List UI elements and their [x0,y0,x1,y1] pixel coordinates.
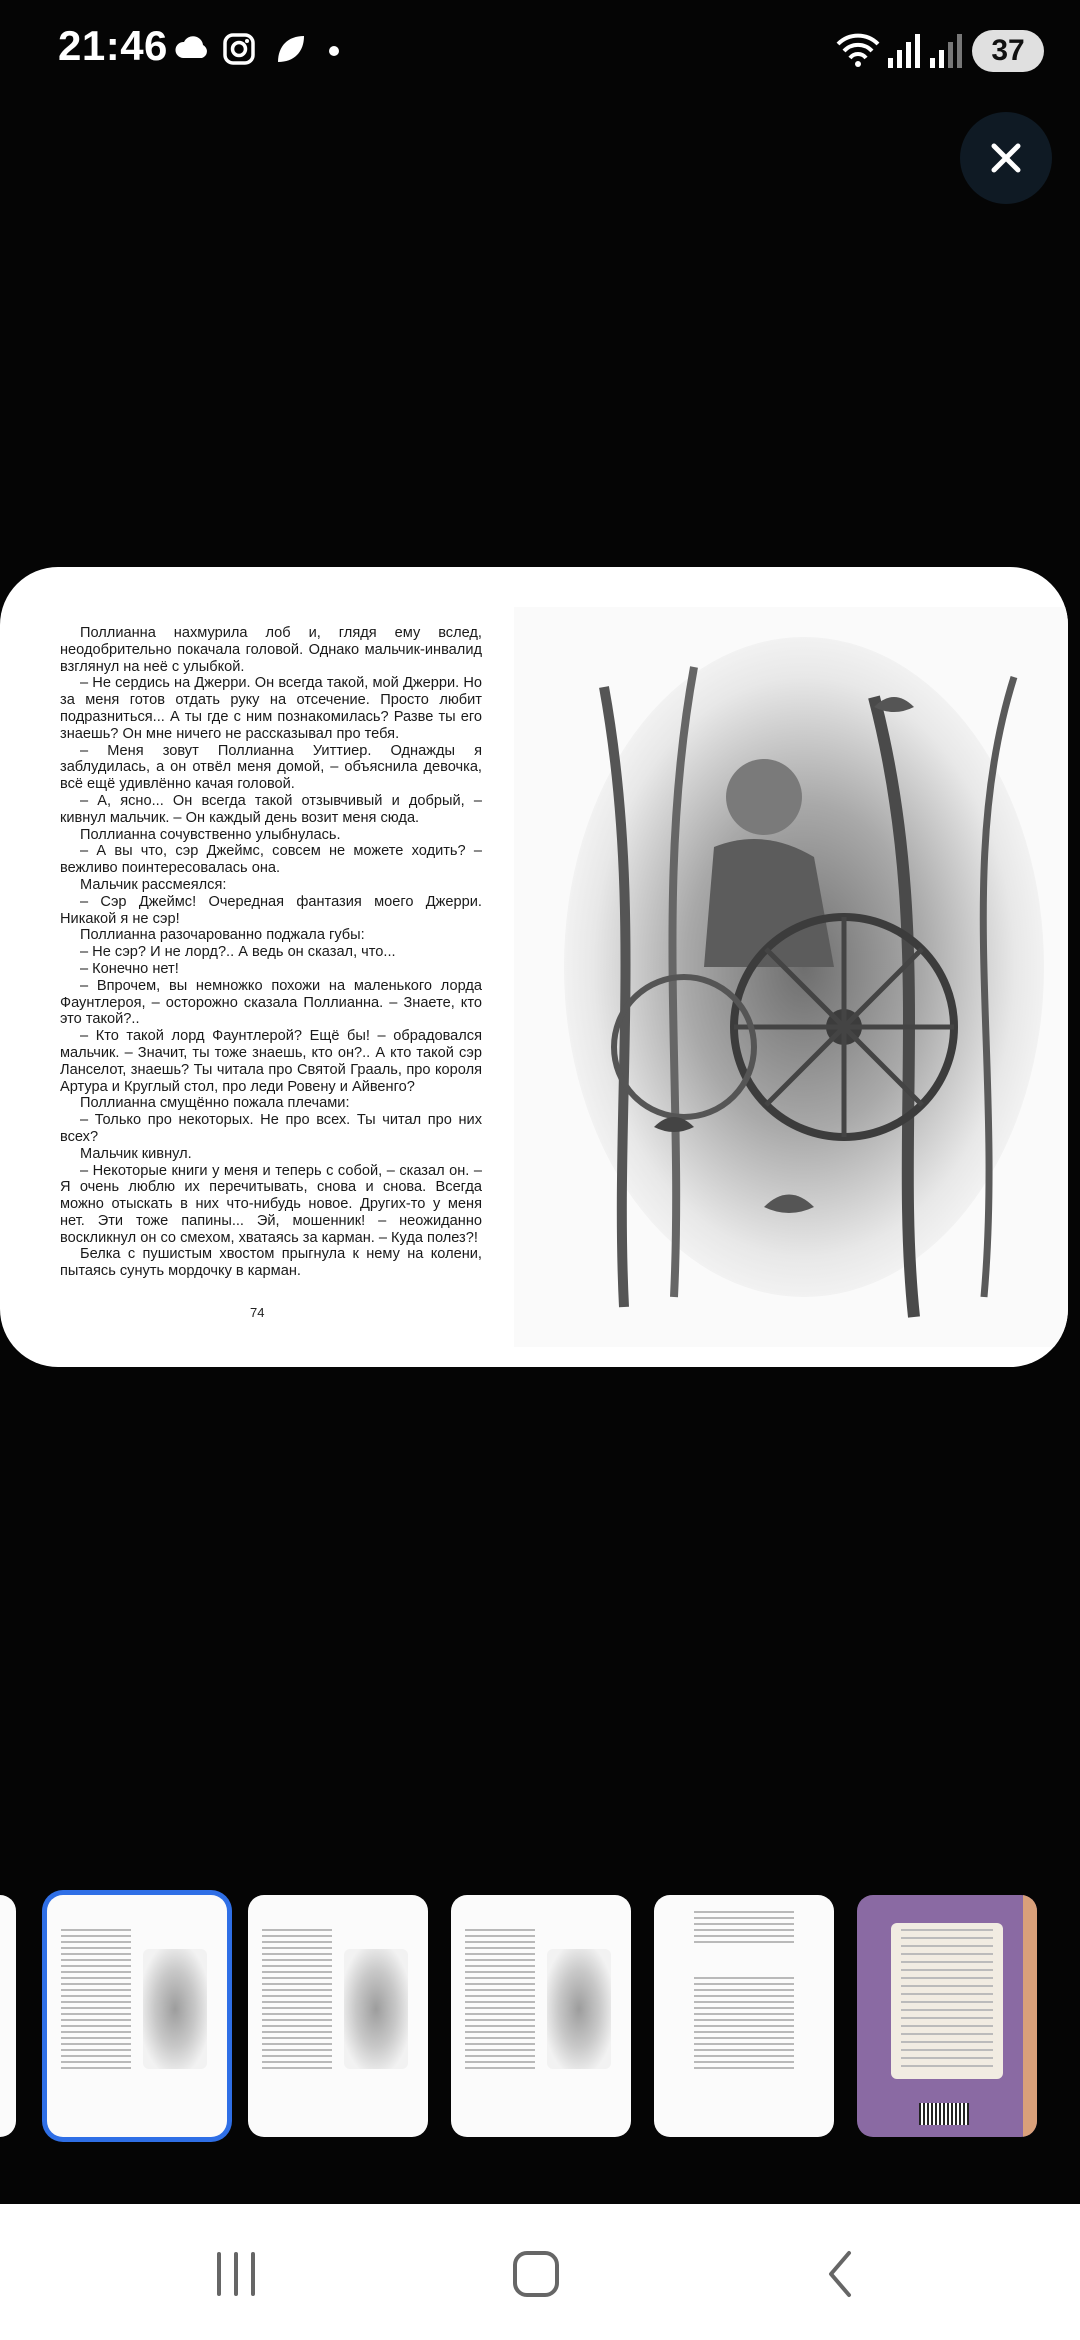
paragraph: Поллианна разочарованно поджала губы: [80,927,365,944]
status-time: 21:46 [58,22,168,69]
paragraph: – А вы что, сэр Джеймс, совсем не можете ходить? – вежливо поинтересовалась она. [60,843,482,877]
page-thumbnail[interactable] [248,1895,428,2137]
page-thumbnail[interactable] [0,1895,16,2137]
paragraph: – Кто такой лорд Фаунтлерой? Ещё бы! – обрадовался мальчик. – Значит, ты тоже знаешь, кто он?.. А кто такой сэр Ланселот, знаешь? Ты читала про Святой Грааль, про короля Артура и Круглый стол, про леди Ровену и Айвенго? [60,1028,482,1095]
paragraph: Поллианна сочувственно улыбнулась. [80,826,341,843]
recents-icon [213,2252,259,2296]
leaf-icon [274,32,308,71]
home-button[interactable] [496,2246,576,2302]
paragraph: Белка с пушистым хвостом прыгнула к нему на колени, пытаясь сунуть мордочку в карман. [60,1246,482,1280]
instagram-icon [222,32,256,71]
paragraph: Мальчик рассмеялся: [80,876,227,893]
paragraph: – Некоторые книги у меня и теперь с собой, – сказал он. – Я очень люблю их перечитывать, снова и снова. Всегда можно отыскать в них что-нибудь новое. Других-то у меня нет. Эти тоже папины... Эй, мошенник! – неожиданно воскликнул он со смехом, хватаясь за карман. – Куда полез?! [60,1162,482,1246]
barcode [919,2103,969,2125]
paragraph: Мальчик кивнул. [80,1145,192,1162]
battery-indicator: 37 [972,30,1044,72]
signal-icon-2 [930,34,962,73]
close-icon [989,141,1023,175]
paragraph: – Только про некоторых. Не про всех. Ты читал про них всех? [60,1112,482,1145]
paragraph: – Меня зовут Поллианна Уиттиер. Однажды я заблудилась, а он отвёл меня домой, – объяснила девочка, всё ещё удивлённо качая головой. [60,742,482,793]
book-text-page [60,625,482,1280]
wifi-icon [834,30,882,73]
book-illustration [514,607,1068,1347]
home-icon [511,2249,561,2299]
paragraph: – Сэр Джеймс! Очередная фантазия моего Джерри. Никакой я не сэр! [60,893,482,927]
back-icon [825,2249,855,2299]
paragraph: Поллианна смущённо пожала плечами: [80,1095,350,1112]
back-button[interactable] [800,2246,880,2302]
cloud-icon [174,32,210,67]
page-thumbnail[interactable] [451,1895,631,2137]
close-button[interactable] [960,112,1052,204]
signal-icon [888,34,920,73]
paragraph: – А, ясно... Он всегда такой отзывчивый и добрый, – кивнул мальчик. – Он каждый день возит меня сюда. [60,792,482,826]
status-bar [0,0,1080,100]
paragraph: – Не сердись на Джерри. Он всегда такой, мой Джерри. Но за меня готов отдать руку на отсечение. Просто любит подразниться... А ты где с ним познакомилась? Разве ты его знаешь? Он мне ничего не рассказывал про тебя. [60,675,482,742]
paragraph: – Впрочем, вы немножко похожи на маленького лорда Фаунтлероя, – осторожно сказала Поллианна. – Знаете, кто это такой?.. [60,977,482,1028]
navigation-bar [0,2204,1080,2340]
dot-icon [328,44,340,62]
paragraph: – Конечно нет! [80,960,179,977]
page-thumbnail-back-cover[interactable] [857,1895,1037,2137]
paragraph: Поллианна нахмурила лоб и, глядя ему вслед, неодобрительно покачала головой. Однако мальчик-инвалид взглянул на неё с улыбкой. [60,625,482,675]
recents-button[interactable] [196,2246,276,2302]
thumbnail-strip[interactable] [0,1895,1080,2137]
page-viewer[interactable] [0,567,1068,1367]
page-number: 74 [250,1305,265,1320]
page-thumbnail-selected[interactable] [47,1895,227,2137]
page-thumbnail-imprint[interactable] [654,1895,834,2137]
paragraph: – Не сэр? И не лорд?.. А ведь он сказал, что... [80,944,396,961]
